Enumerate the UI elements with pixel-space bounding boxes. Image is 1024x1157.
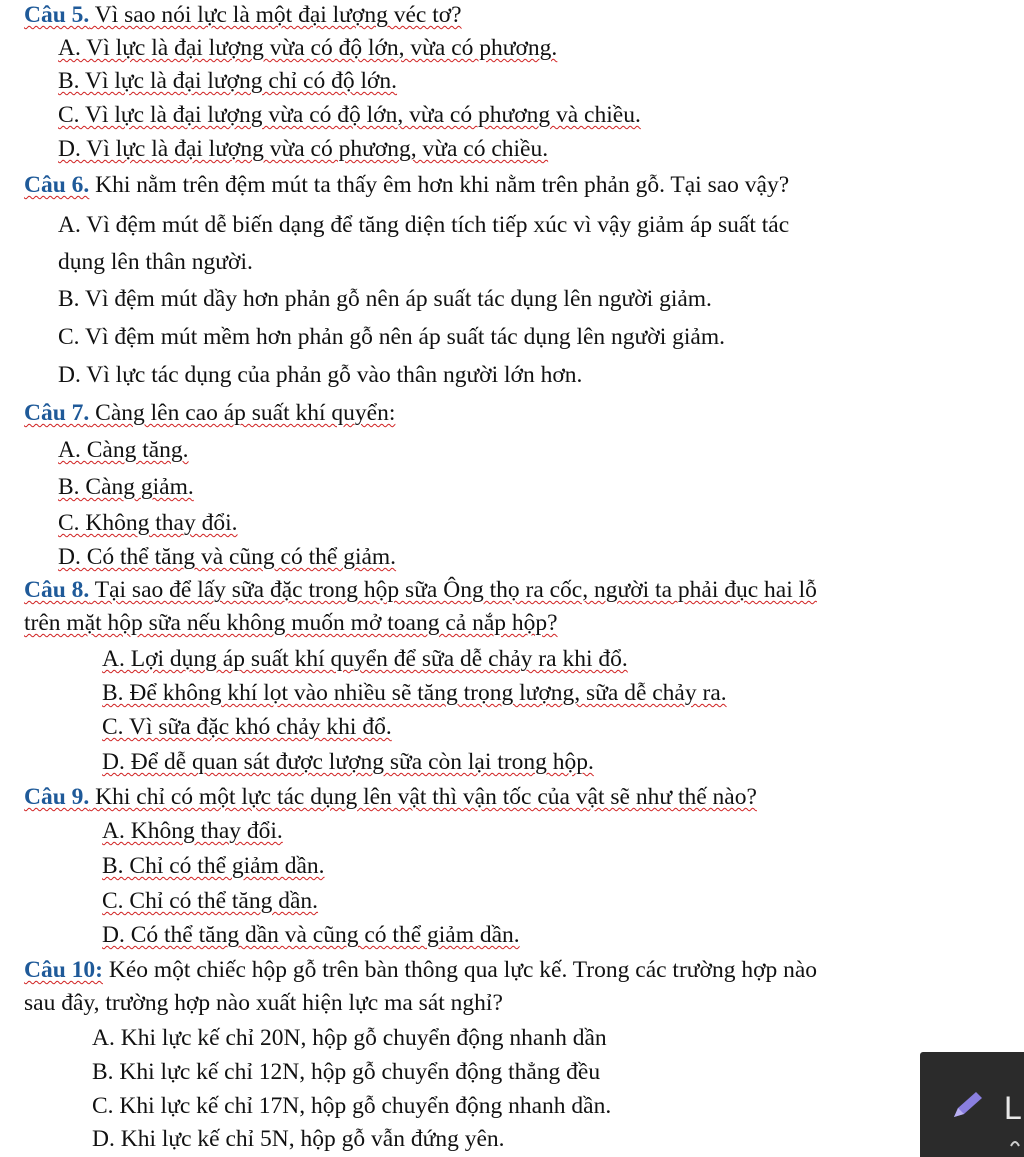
question-9-stem — [24, 782, 757, 812]
question-text: Kéo một chiếc hộp gỗ trên bàn thông qua lực kế. Trong các trường hợp nào — [103, 957, 818, 983]
question-text: Càng lên cao áp suất khí quyển: — [89, 400, 396, 426]
overlay-toolbar[interactable] — [920, 1052, 1024, 1157]
question-text: Khi chỉ có một lực tác dụng lên vật thì vận tốc của vật sẽ như thế nào? — [89, 784, 757, 810]
question-text: Vì sao nói lực là một đại lượng véc tơ? — [89, 2, 462, 28]
question-6-option-d: D. Vì lực tác dụng của phản gỗ vào thân người lớn hơn. — [58, 362, 583, 388]
question-number: Câu 9. — [24, 784, 90, 810]
question-7-option-c: C. Không thay đổi. — [58, 510, 238, 536]
question-8-option-d: D. Để dễ quan sát được lượng sữa còn lại trong hộp. — [102, 749, 594, 775]
question-7-option-b: B. Càng giảm. — [58, 474, 194, 500]
question-5-stem — [24, 0, 462, 30]
question-5-option-d: D. Vì lực là đại lượng vừa có phương, vừa có chiều. — [58, 136, 549, 162]
question-5-option-b: B. Vì lực là đại lượng chỉ có độ lớn. — [58, 68, 398, 94]
question-6-option-c: C. Vì đệm mút mềm hơn phản gỗ nên áp suất tác dụng lên người giảm. — [58, 324, 725, 350]
question-6-option-a-cont: dụng lên thân người. — [58, 249, 253, 275]
overlay-letter: L — [1004, 1090, 1022, 1126]
question-8-option-c: C. Vì sữa đặc khó chảy khi đổ. — [102, 714, 392, 740]
question-7-option-d: D. Có thể tăng và cũng có thể giảm. — [58, 544, 397, 570]
question-9-option-c: C. Chỉ có thể tăng dần. — [102, 888, 319, 914]
question-number: Câu 5. — [24, 2, 90, 28]
question-number: Câu 7. — [24, 400, 90, 426]
question-8-option-b: B. Để không khí lọt vào nhiều sẽ tăng trọng lượng, sữa dễ chảy ra. — [102, 680, 727, 706]
question-7-option-a: A. Càng tăng. — [58, 437, 189, 463]
question-6-option-a: A. Vì đệm mút dễ biến dạng để tăng diện tích tiếp xúc vì vậy giảm áp suất tác — [58, 212, 790, 238]
question-10-stem — [24, 955, 817, 985]
question-9-option-a: A. Không thay đổi. — [102, 818, 283, 844]
pen-icon[interactable] — [950, 1090, 984, 1120]
question-10-option-b: B. Khi lực kế chỉ 12N, hộp gỗ chuyển động thẳng đều — [92, 1059, 601, 1085]
question-10-stem-cont: sau đây, trường hợp nào xuất hiện lực ma sát nghỉ? — [24, 990, 503, 1016]
question-10-option-c: C. Khi lực kế chỉ 17N, hộp gỗ chuyển động nhanh dần. — [92, 1093, 612, 1119]
question-5-option-c: C. Vì lực là đại lượng vừa có độ lớn, vừa có phương và chiều. — [58, 102, 641, 128]
question-6-stem — [24, 170, 789, 200]
question-10-option-a: A. Khi lực kế chỉ 20N, hộp gỗ chuyển động nhanh dần — [92, 1025, 607, 1051]
question-5-option-a: A. Vì lực là đại lượng vừa có độ lớn, vừa có phương. — [58, 35, 558, 61]
question-8-stem-cont: trên mặt hộp sữa nếu không muốn mở toang cả nắp hộp? — [24, 610, 558, 636]
question-7-stem — [24, 398, 395, 428]
question-8-stem — [24, 575, 817, 605]
chevron-icon — [1008, 1136, 1022, 1150]
question-9-option-b: B. Chỉ có thể giảm dần. — [102, 853, 325, 879]
question-10-option-d: D. Khi lực kế chỉ 5N, hộp gỗ vẫn đứng yên. — [92, 1126, 505, 1152]
question-text: Tại sao để lấy sữa đặc trong hộp sữa Ông thọ ra cốc, người ta phải đục hai lỗ — [89, 577, 817, 603]
question-8-option-a: A. Lợi dụng áp suất khí quyển để sữa dễ chảy ra khi đổ. — [102, 646, 628, 672]
question-6-option-b: B. Vì đệm mút dầy hơn phản gỗ nên áp suất tác dụng lên người giảm. — [58, 286, 712, 312]
question-number: Câu 10: — [24, 957, 103, 983]
question-9-option-d: D. Có thể tăng dần và cũng có thể giảm dần. — [102, 922, 520, 948]
question-text: Khi nằm trên đệm mút ta thấy êm hơn khi nằm trên phản gỗ. Tại sao vậy? — [89, 172, 790, 198]
question-number: Câu 8. — [24, 577, 90, 603]
question-number: Câu 6. — [24, 172, 90, 198]
